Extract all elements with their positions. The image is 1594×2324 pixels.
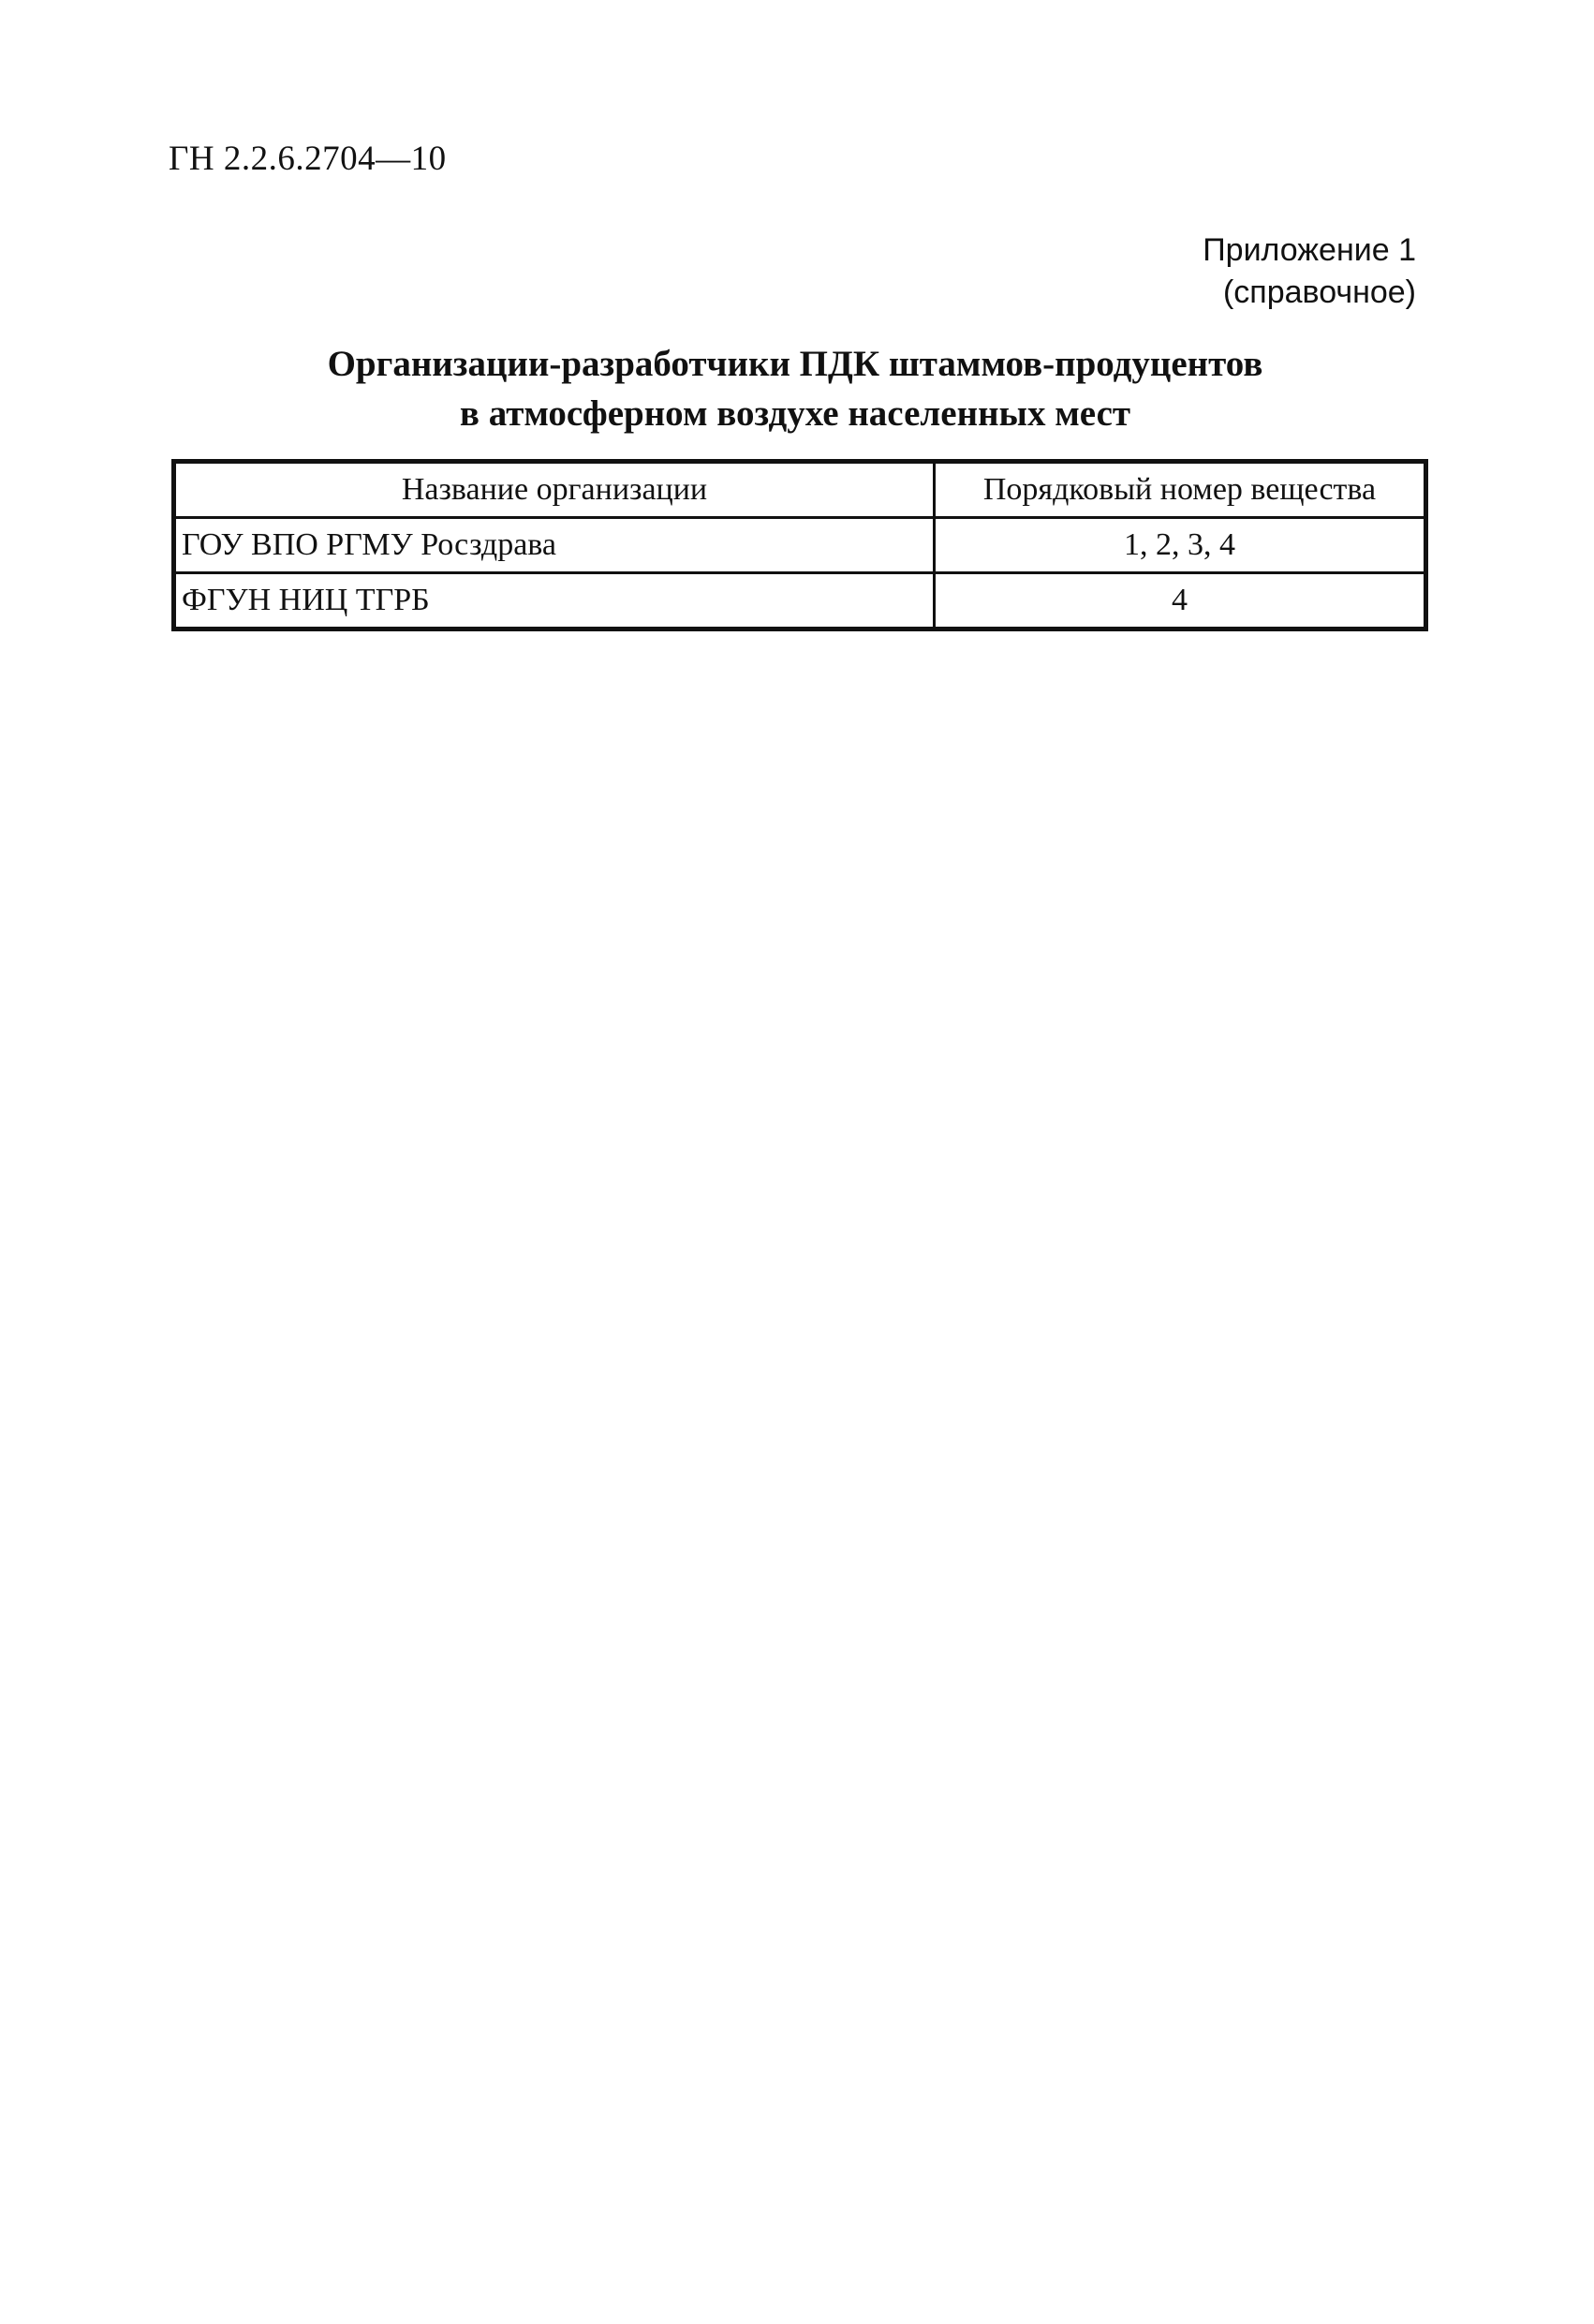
organization-name-cell: ГОУ ВПО РГМУ Росздрава [174, 518, 935, 573]
substance-number-cell: 1, 2, 3, 4 [935, 518, 1426, 573]
appendix-number: Приложение 1 [1203, 232, 1416, 268]
table-row [174, 573, 1426, 629]
organizations-table [171, 459, 1428, 631]
table-row [174, 518, 1426, 573]
table-header-row [174, 462, 1426, 518]
page-title [169, 339, 1422, 438]
substance-number-cell: 4 [935, 573, 1426, 629]
title-line-1: Организации-разработчики ПДК штаммов-продуцентов [327, 344, 1263, 384]
header-substance-number: Порядковый номер вещества [935, 462, 1426, 518]
appendix-type: (справочное) [1222, 274, 1416, 310]
document-code: ГН 2.2.6.2704—10 [169, 140, 447, 178]
header-organization-name: Название организации [174, 462, 935, 518]
organization-name-cell: ФГУН НИЦ ТГРБ [174, 573, 935, 629]
appendix-label [1203, 229, 1416, 314]
title-line-2: в атмосферном воздухе населенных мест [459, 393, 1131, 434]
